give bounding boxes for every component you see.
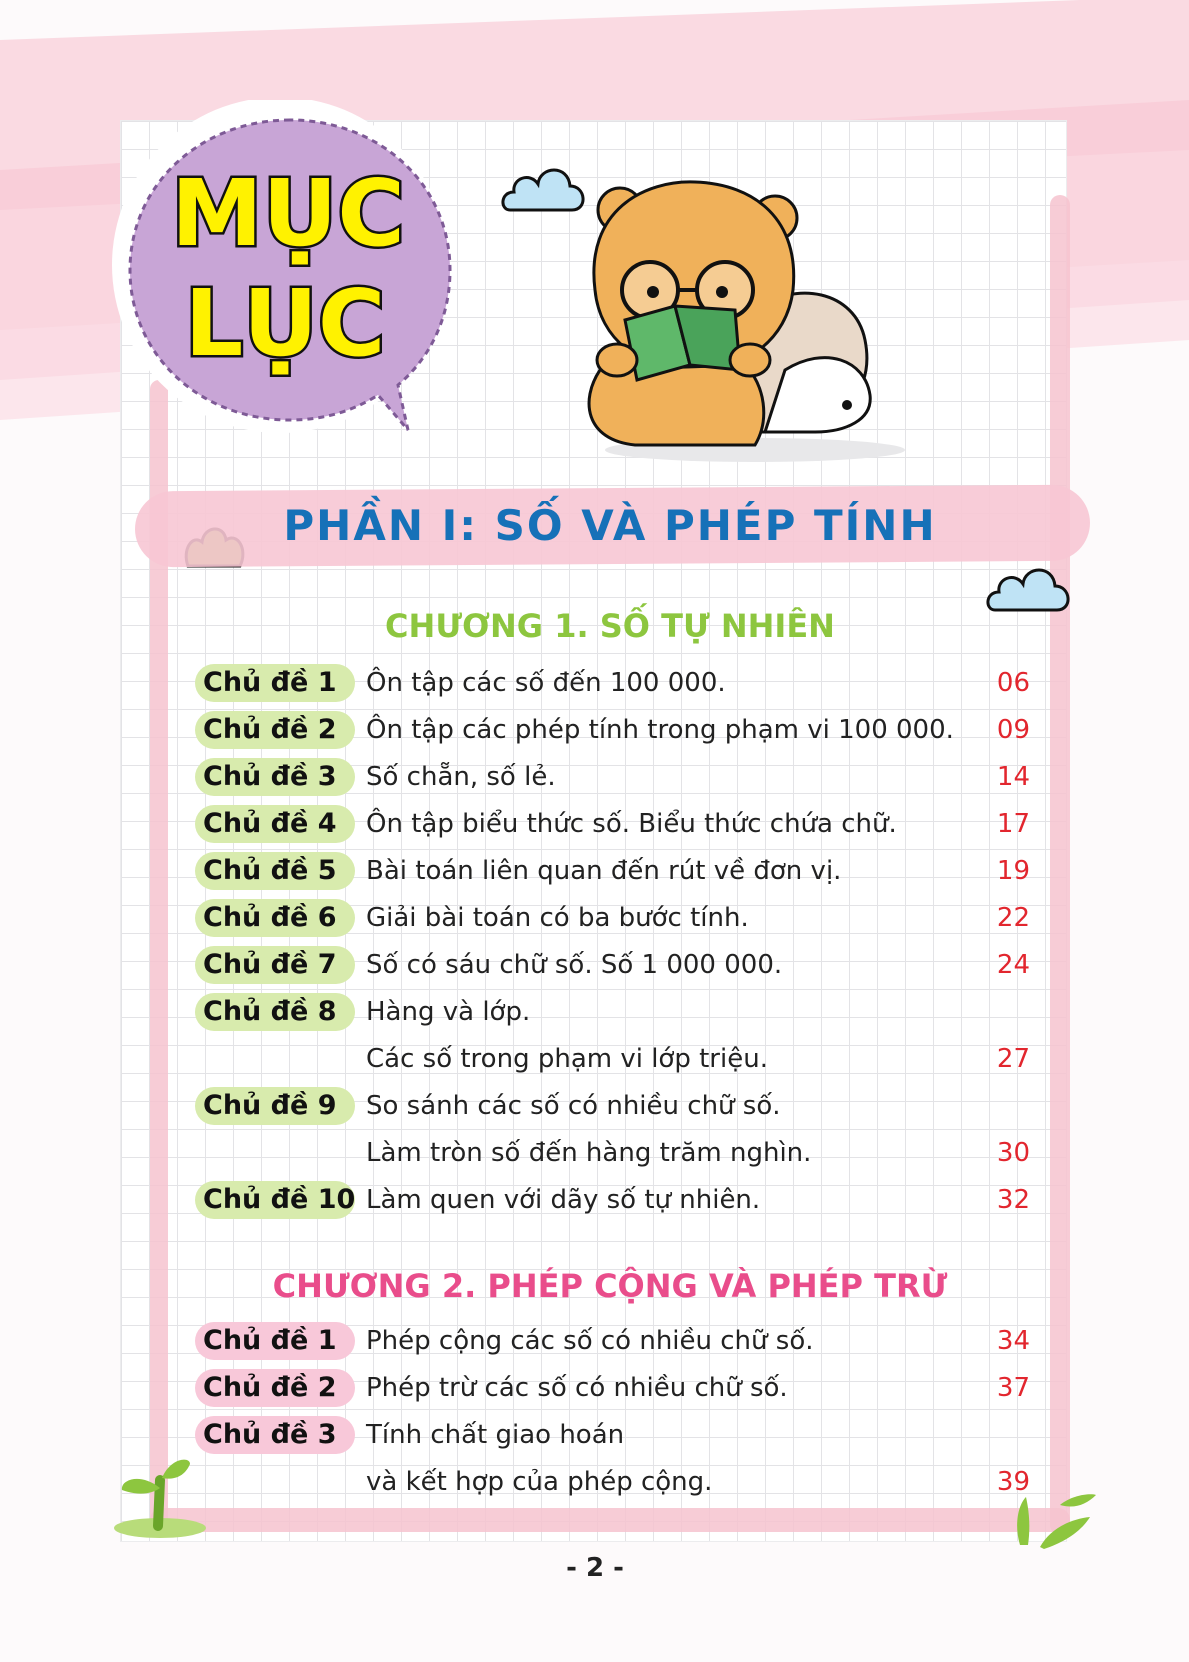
topic-title-line2: và kết hợp của phép cộng. bbox=[366, 1467, 713, 1497]
part-title: PHẦN I: SỐ VÀ PHÉP TÍNH bbox=[283, 501, 937, 550]
page-number: 39 bbox=[996, 1467, 1030, 1497]
topic-tag: Chủ đề 1 bbox=[195, 1322, 355, 1360]
toc-row[interactable] bbox=[0, 1412, 1189, 1458]
page-number: 27 bbox=[996, 1044, 1030, 1074]
topic-tag: Chủ đề 5 bbox=[195, 852, 355, 890]
bear-mascot-illustration bbox=[525, 170, 925, 470]
toc-row[interactable] bbox=[0, 754, 1189, 800]
page-footer-number: - 2 - bbox=[566, 1553, 624, 1583]
toc-row-continuation[interactable] bbox=[0, 1459, 1189, 1505]
frame-bottom-stroke bbox=[150, 1508, 1070, 1532]
toc-row[interactable] bbox=[0, 1083, 1189, 1129]
toc-row[interactable] bbox=[0, 895, 1189, 941]
toc-row-continuation[interactable] bbox=[0, 1036, 1189, 1082]
title-bubble bbox=[110, 100, 470, 450]
toc-row[interactable] bbox=[0, 989, 1189, 1035]
toc-row-continuation[interactable] bbox=[0, 1130, 1189, 1176]
page-number: 37 bbox=[996, 1373, 1030, 1403]
toc-row[interactable] bbox=[0, 1318, 1189, 1364]
topic-title: Phép trừ các số có nhiều chữ số. bbox=[366, 1373, 788, 1403]
topic-title: Ôn tập các phép tính trong phạm vi 100 000. bbox=[366, 715, 954, 745]
topic-tag: Chủ đề 6 bbox=[195, 899, 355, 937]
topic-title: Số có sáu chữ số. Số 1 000 000. bbox=[366, 950, 783, 980]
topic-tag: Chủ đề 3 bbox=[195, 758, 355, 796]
topic-tag: Chủ đề 3 bbox=[195, 1416, 355, 1454]
topic-tag: Chủ đề 8 bbox=[195, 993, 355, 1031]
page-number: 14 bbox=[996, 762, 1030, 792]
topic-title: Làm quen với dãy số tự nhiên. bbox=[366, 1185, 761, 1215]
topic-tag: Chủ đề 2 bbox=[195, 1369, 355, 1407]
toc-row[interactable] bbox=[0, 1177, 1189, 1223]
topic-tag: Chủ đề 9 bbox=[195, 1087, 355, 1125]
topic-title: Tính chất giao hoán bbox=[366, 1420, 625, 1450]
topic-tag: Chủ đề 1 bbox=[195, 664, 355, 702]
topic-title: Giải bài toán có ba bước tính. bbox=[366, 903, 749, 933]
page-number: 24 bbox=[996, 950, 1030, 980]
topic-title-line2: Các số trong phạm vi lớp triệu. bbox=[366, 1044, 768, 1074]
chapter-2-title: CHƯƠNG 2. PHÉP CỘNG VÀ PHÉP TRỪ bbox=[272, 1267, 948, 1305]
topic-title: Số chẵn, số lẻ. bbox=[366, 762, 556, 792]
page-number: 09 bbox=[996, 715, 1030, 745]
page-number: 17 bbox=[996, 809, 1030, 839]
topic-title: So sánh các số có nhiều chữ số. bbox=[366, 1091, 781, 1121]
chapter-1-title: CHƯƠNG 1. SỐ TỰ NHIÊN bbox=[385, 607, 835, 645]
topic-tag: Chủ đề 7 bbox=[195, 946, 355, 984]
topic-tag: Chủ đề 2 bbox=[195, 711, 355, 749]
toc-row[interactable] bbox=[0, 848, 1189, 894]
toc-row[interactable] bbox=[0, 707, 1189, 753]
toc-row[interactable] bbox=[0, 801, 1189, 847]
topic-title-line2: Làm tròn số đến hàng trăm nghìn. bbox=[366, 1138, 812, 1168]
topic-tag: Chủ đề 10 bbox=[195, 1181, 355, 1219]
page-number: 34 bbox=[996, 1326, 1030, 1356]
toc-row[interactable] bbox=[0, 942, 1189, 988]
topic-title: Ôn tập biểu thức số. Biểu thức chứa chữ. bbox=[366, 809, 897, 839]
topic-title: Bài toán liên quan đến rút về đơn vị. bbox=[366, 856, 842, 886]
title-line1: MỤC bbox=[171, 160, 405, 267]
topic-title: Phép cộng các số có nhiều chữ số. bbox=[366, 1326, 814, 1356]
topic-title: Ôn tập các số đến 100 000. bbox=[366, 668, 726, 698]
page-number: 22 bbox=[996, 903, 1030, 933]
page-number: 06 bbox=[996, 668, 1030, 698]
toc-row[interactable] bbox=[0, 660, 1189, 706]
page-number: 30 bbox=[996, 1138, 1030, 1168]
topic-tag: Chủ đề 4 bbox=[195, 805, 355, 843]
topic-title: Hàng và lớp. bbox=[366, 997, 531, 1027]
title-line2: LỤC bbox=[184, 270, 386, 377]
page-number: 19 bbox=[996, 856, 1030, 886]
page-number: 32 bbox=[996, 1185, 1030, 1215]
toc-row[interactable] bbox=[0, 1365, 1189, 1411]
